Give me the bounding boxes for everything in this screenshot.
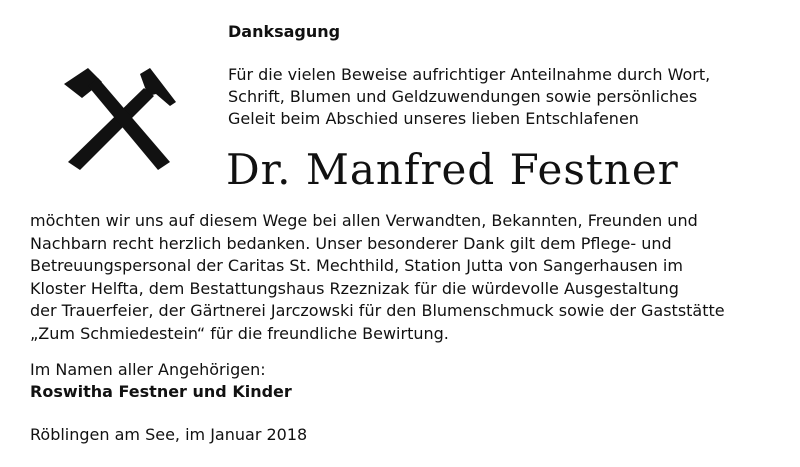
body-line: Betreuungspersonal der Caritas St. Mechthild, Station Jutta von Sangerhausen im xyxy=(30,256,683,276)
place-date: Röblingen am See, im Januar 2018 xyxy=(30,425,308,444)
body-text xyxy=(30,210,725,346)
body-line: Nachbarn recht herzlich bedanken. Unser besonderer Dank gilt dem Pflege- und xyxy=(30,233,672,253)
body-line: möchten wir uns auf diesem Wege bei allen Verwandten, Bekannten, Freunden und xyxy=(30,211,698,230)
hammer-and-pick-icon xyxy=(58,66,178,176)
body-line: Kloster Helfta, dem Bestattungshaus Rzeznizak für die würdevolle Ausgestaltung xyxy=(30,278,679,298)
intro-text xyxy=(228,64,710,130)
heading: Danksagung xyxy=(228,22,341,41)
intro-line: Schrift, Blumen und Geldzuwendungen sowie persönliches xyxy=(228,87,698,106)
deceased-name: Dr. Manfred Festner xyxy=(226,145,679,194)
closing-text: Im Namen aller Angehörigen: xyxy=(30,360,266,379)
intro-line: Geleit beim Abschied unseres lieben Entschlafenen xyxy=(228,109,639,128)
body-line: „Zum Schmiedestein“ für die freundliche Bewirtung. xyxy=(30,323,449,343)
body-line: der Trauerfeier, der Gärtnerei Jarczowski für den Blumenschmuck sowie der Gaststätte xyxy=(30,301,725,321)
signature: Roswitha Festner und Kinder xyxy=(30,382,292,401)
intro-line: Für die vielen Beweise aufrichtiger Anteilnahme durch Wort, xyxy=(228,65,711,84)
